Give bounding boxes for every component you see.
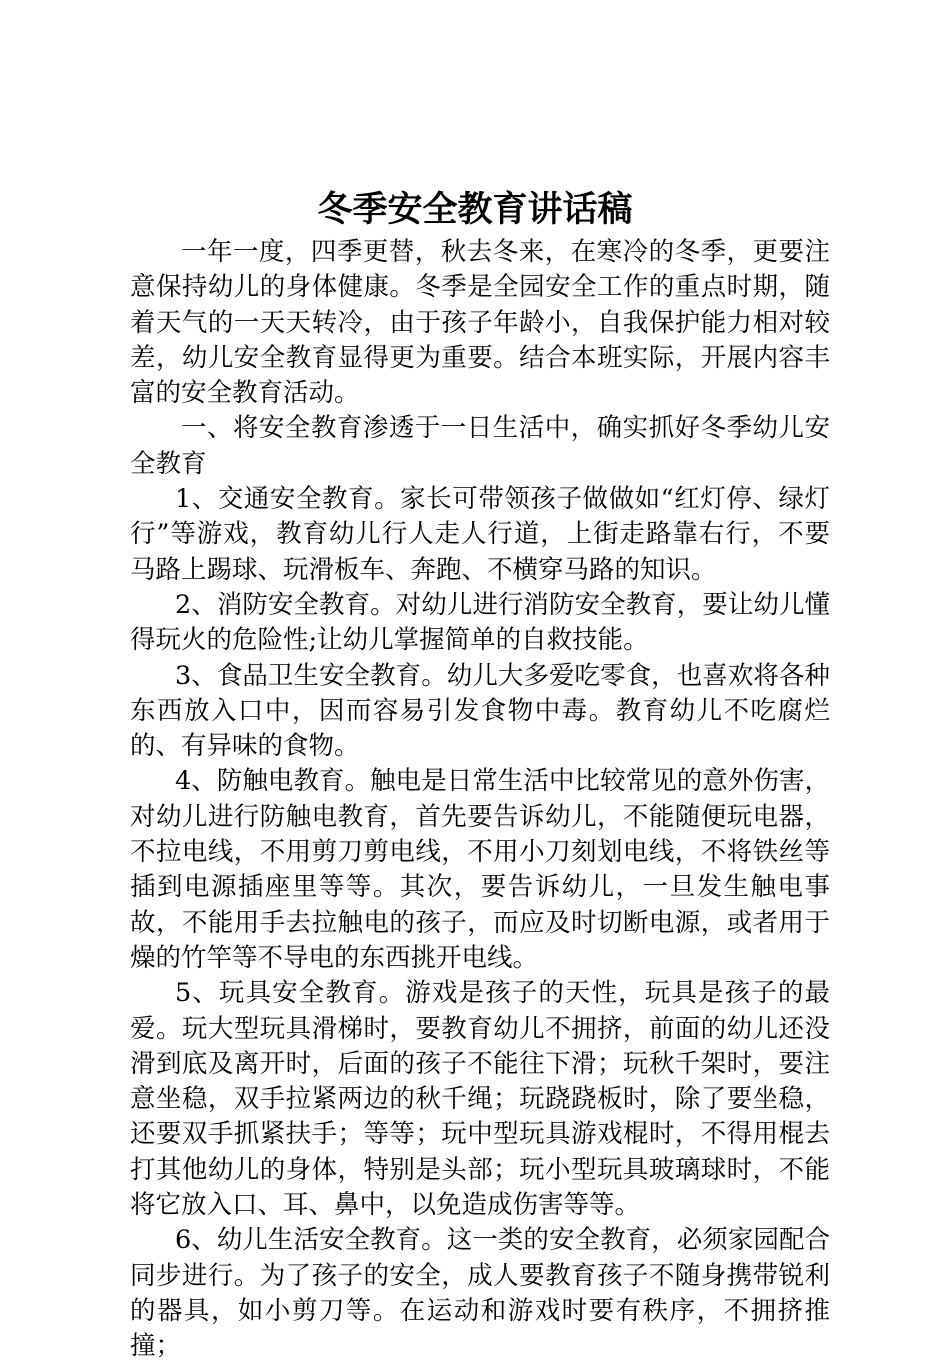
paragraph-intro: 一年一度，四季更替，秋去冬来，在寒冷的冬季，更要注意保持幼儿的身体健康。冬季是全园安全工作的重点时期，随着天气的一天天转冷，由于孩子年龄小，自我保护能力相对较差，幼儿安全教育显得更为重要。结合本班实际，开展内容丰富的安全教育活动。 <box>130 237 830 409</box>
paragraph-electric-safety: 4、防触电教育。触电是日常生活中比较常见的意外伤害，对幼儿进行防触电教育，首先要告诉幼儿，不能随便玩电器，不拉电线，不用剪刀剪电线，不用小刀刻划电线，不将铁丝等插到电源插座里等等。其次，要告诉幼儿，一旦发生触电事故，不能用手去拉触电的孩子，而应及时切断电源，或者用于燥的竹竿等不导电的东西挑开电线。 <box>130 766 830 973</box>
paragraph-life-safety: 6、幼儿生活安全教育。这一类的安全教育，必须家园配合同步进行。为了孩子的安全，成人要教育孩子不随身携带锐利的器具，如小剪刀等。在运动和游戏时要有秩序，不拥挤推撞； <box>130 1225 830 1362</box>
paragraph-toy-safety: 5、玩具安全教育。游戏是孩子的天性，玩具是孩子的最爱。玩大型玩具滑梯时，要教育幼儿不拥挤，前面的幼儿还没滑到底及离开时，后面的孩子不能往下滑；玩秋千架时，要注意坐稳，双手拉紧两边的秋千绳；玩跷跷板时，除了要坐稳，还要双手抓紧扶手；等等；玩中型玩具游戏棍时，不得用棍去打其他幼儿的身体，特别是头部；玩小型玩具玻璃球时，不能将它放入口、耳、鼻中，以免造成伤害等等。 <box>130 978 830 1221</box>
section-heading-1: 一、将安全教育渗透于一日生活中，确实抓好冬季幼儿安全教育 <box>130 413 830 479</box>
document-body <box>130 235 830 1365</box>
paragraph-fire-safety: 2、消防安全教育。对幼儿进行消防安全教育，要让幼儿懂得玩火的危险性;让幼儿掌握简单的自救技能。 <box>130 589 830 656</box>
document-title: 冬季安全教育讲话稿 <box>317 190 633 230</box>
paragraph-traffic-safety: 1、交通安全教育。家长可带领孩子做做如“红灯停、绿灯行”等游戏，教育幼儿行人走人行道，上街走路靠右行，不要马路上踢球、玩滑板车、奔跑、不横穿马路的知识。 <box>130 484 830 585</box>
paragraph-food-safety: 3、食品卫生安全教育。幼儿大多爱吃零食，也喜欢将各种东西放入口中，因而容易引发食物中毒。教育幼儿不吃腐烂的、有异味的食物。 <box>130 660 830 762</box>
